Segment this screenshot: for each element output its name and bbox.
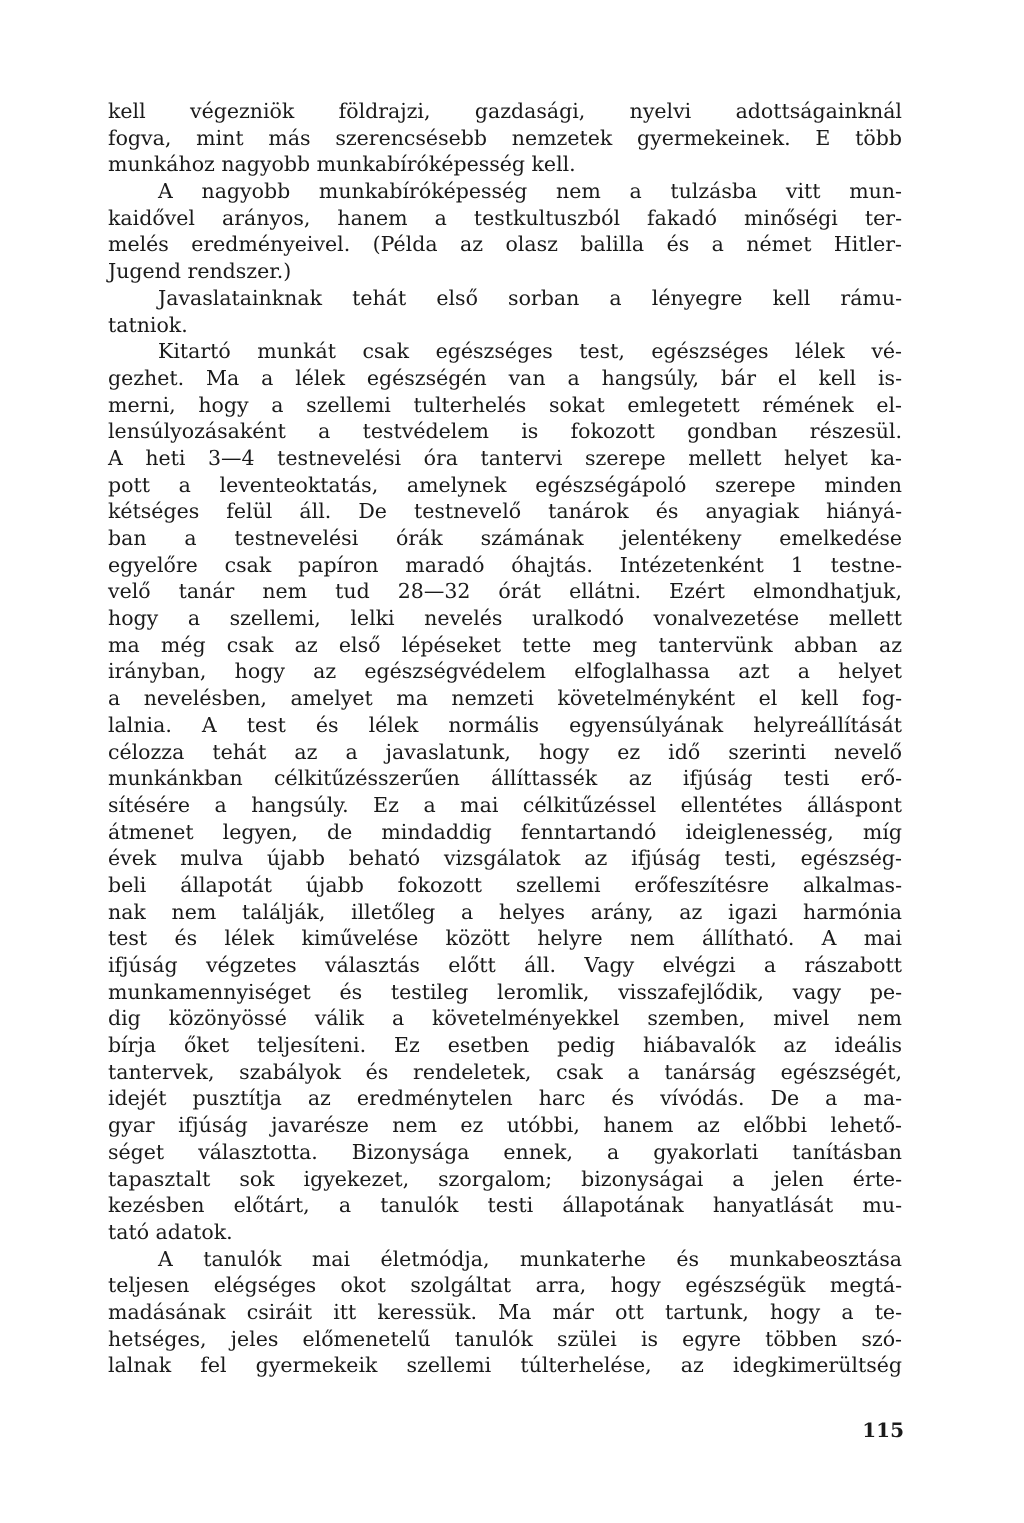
text-line: tató adatok. bbox=[108, 1219, 233, 1244]
text-line: A nagyobb munkabíróképesség nem a tulzásba vitt mun- bbox=[158, 179, 902, 204]
text-line: teljesen elégséges okot szolgáltat arra, hogy egészségük megtá- bbox=[108, 1273, 902, 1298]
text-line: munkánkban célkitűzésszerűen állíttassék az ifjúság testi erő- bbox=[108, 766, 902, 791]
text-line: hogy a szellemi, lelki nevelés uralkodó vonalvezetése mellett bbox=[108, 606, 902, 631]
text-line: kétséges felül áll. De testnevelő tanárok és anyagiak hiányá- bbox=[108, 499, 902, 524]
text-line: séget választotta. Bizonysága ennek, a gyakorlati tanításban bbox=[108, 1139, 902, 1164]
text-line: lensúlyozásaként a testvédelem is fokozott gondban részesül. bbox=[108, 419, 902, 444]
text-line: kaidővel arányos, hanem a testkultuszból fakadó minőségi ter- bbox=[108, 205, 902, 230]
text-line: nak nem találják, illetőleg a helyes arány, az igazi harmónia bbox=[108, 899, 902, 924]
text-line: velő tanár nem tud 28—32 órát ellátni. Ezért elmondhatjuk, bbox=[108, 579, 902, 604]
text-line: Kitartó munkát csak egészséges test, egészséges lélek vé- bbox=[158, 339, 902, 364]
text-line: kell végezniök földrajzi, gazdasági, nyelvi adottságainknál bbox=[108, 99, 902, 123]
text-line: beli állapotát újabb fokozott szellemi erőfeszítésre alkalmas- bbox=[108, 872, 902, 897]
text-line: lalnia. A test és lélek normális egyensúlyának helyreállítását bbox=[108, 712, 902, 737]
text-line: dig közönyössé válik a követelményekkel szemben, mivel nem bbox=[108, 1006, 902, 1031]
text-line: merni, hogy a szellemi tulterhelés sokat emlegetett rémének el- bbox=[108, 392, 902, 417]
text-line: ma még csak az első lépéseket tette meg tantervünk abban az bbox=[108, 632, 902, 657]
text-line: lalnak fel gyermekeik szellemi túlterhelése, az idegkimerültség bbox=[108, 1353, 902, 1378]
text-line: Jugend rendszer.) bbox=[108, 259, 292, 284]
text-line: madásának csiráit itt keressük. Ma már ott tartunk, hogy a te- bbox=[108, 1299, 902, 1324]
page-number: 115 bbox=[862, 1418, 904, 1442]
text-line: átmenet legyen, de mindaddig fenntartandó ideiglenesség, míg bbox=[108, 819, 902, 844]
text-line: A tanulók mai életmódja, munkaterhe és munkabeosztása bbox=[158, 1246, 902, 1271]
text-line: kezésben előtárt, a tanulók testi állapotának hanyatlását mu- bbox=[108, 1193, 902, 1218]
text-line: tatniok. bbox=[108, 312, 188, 337]
body-text bbox=[108, 98, 902, 1379]
text-line: irányban, hogy az egészségvédelem elfoglalhassa azt a helyet bbox=[108, 659, 902, 684]
text-line: ban a testnevelési órák számának jelentékeny emelkedése bbox=[108, 526, 902, 550]
text-line: fogva, mint más szerencsésebb nemzetek gyermekeinek. E több bbox=[108, 125, 902, 150]
text-line: test és lélek kiművelése között helyre nem állítható. A mai bbox=[108, 926, 902, 951]
text-line: gezhet. Ma a lélek egészségén van a hangsúly, bár el kell is- bbox=[108, 365, 902, 390]
text-line: tapasztalt sok igyekezet, szorgalom; bizonyságai a jelen érte- bbox=[108, 1166, 902, 1191]
text-line: célozza tehát az a javaslatunk, hogy ez idő szerinti nevelő bbox=[108, 739, 902, 764]
text-line: ifjúság végzetes választás előtt áll. Vagy elvégzi a rászabott bbox=[108, 953, 902, 977]
text-line: pott a leventeoktatás, amelynek egészségápoló szerepe minden bbox=[108, 472, 902, 497]
text-line: munkamennyiséget és testileg leromlik, visszafejlődik, vagy pe- bbox=[108, 979, 902, 1004]
text-line: gyar ifjúság javarésze nem ez utóbbi, hanem az előbbi lehető- bbox=[108, 1113, 902, 1138]
text-line: hetséges, jeles előmenetelű tanulók szülei is egyre többen szó- bbox=[108, 1326, 902, 1351]
text-line: sítésére a hangsúly. Ez a mai célkitűzéssel ellentétes álláspont bbox=[108, 792, 902, 817]
text-line: A heti 3—4 testnevelési óra tantervi szerepe mellett helyet ka- bbox=[108, 445, 902, 470]
text-line: a nevelésben, amelyet ma nemzeti követelményként el kell fog- bbox=[108, 686, 902, 711]
text-line: idejét pusztítja az eredménytelen harc és vívódás. De a ma- bbox=[108, 1086, 902, 1111]
text-line: bírja őket teljesíteni. Ez esetben pedig hiábavalók az ideális bbox=[108, 1033, 902, 1058]
text-line: munkához nagyobb munkabíróképesség kell. bbox=[108, 152, 576, 177]
text-line: Javaslatainknak tehát első sorban a lényegre kell rámu- bbox=[158, 285, 902, 310]
text-line: melés eredményeivel. (Példa az olasz balilla és a német Hitler- bbox=[108, 232, 902, 257]
text-line: évek mulva újabb beható vizsgálatok az ifjúság testi, egészség- bbox=[108, 846, 902, 871]
text-line: egyelőre csak papíron maradó óhajtás. Intézetenként 1 testne- bbox=[108, 552, 902, 577]
text-line: tantervek, szabályok és rendeletek, csak a tanárság egészségét, bbox=[108, 1059, 902, 1084]
